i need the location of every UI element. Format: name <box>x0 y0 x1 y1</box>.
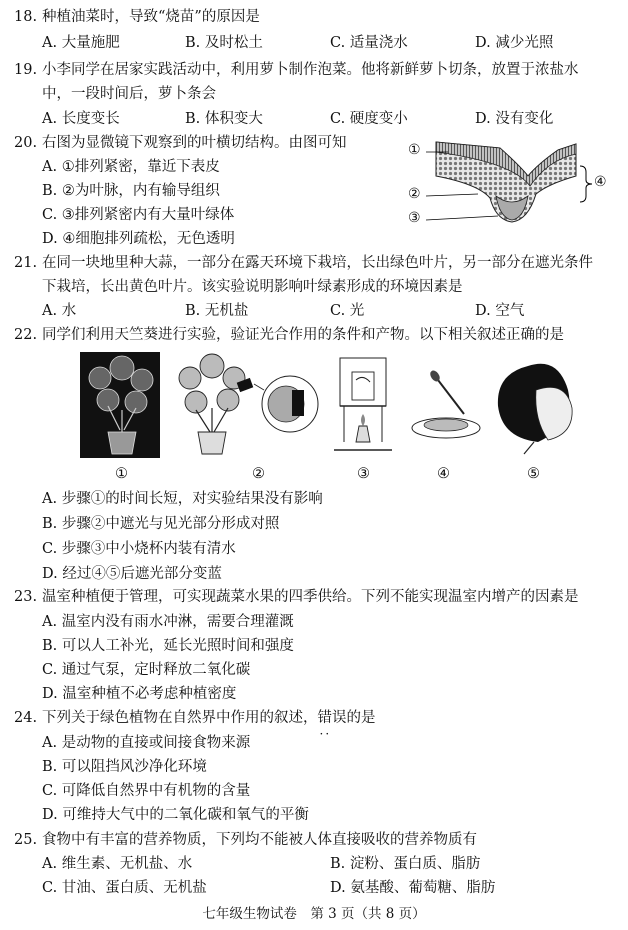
stem-text-pre: 下列关于绿色植物在自然界中作用的叙述， <box>42 710 318 726</box>
option-a: A. ①排列紧密，靠近下表皮 <box>42 159 220 175</box>
question-stem <box>42 708 376 728</box>
experiment-steps-figure <box>78 350 578 462</box>
figure-label-3: ③ <box>408 210 421 226</box>
question-stem: 右图为显微镜下观察到的叶横切结构。由图可知 <box>42 135 347 151</box>
leaf-cross-section-figure <box>408 136 618 236</box>
option-b: B. 无机盐 <box>185 303 249 319</box>
question-number: 18. <box>14 9 38 25</box>
step-3-water-bath <box>334 358 392 450</box>
option-c: C. 可降低自然界中有机物的含量 <box>42 783 251 799</box>
option-a: A. 步骤①的时间长短，对实验结果没有影响 <box>42 491 323 507</box>
step-4-iodine-drop <box>412 369 480 438</box>
step-5-stained-leaf <box>498 364 572 454</box>
question-number: 25. <box>14 832 38 848</box>
option-a: A. 是动物的直接或间接食物来源 <box>42 735 251 751</box>
figure-label-4: ④ <box>594 174 607 190</box>
option-a: A. 维生素、无机盐、水 <box>42 856 193 872</box>
step-1-dark-plant <box>80 352 160 458</box>
question-stem-line-1: 小李同学在居家实践活动中，利用萝卜制作泡菜。他将新鲜萝卜切条，放置于浓盐水 <box>42 62 579 78</box>
stem-text-post: 的是 <box>346 710 376 726</box>
experiment-steps-drawing <box>78 350 578 462</box>
step-label-2: ② <box>252 466 265 482</box>
option-b: B. ②为叶脉，内有输导组织 <box>42 183 220 199</box>
question-stem-line-2: 中，一段时间后，萝卜条会 <box>42 86 216 102</box>
option-d: D. 没有变化 <box>475 111 554 127</box>
option-c: C. 甘油、蛋白质、无机盐 <box>42 880 207 896</box>
option-a: A. 温室内没有雨水冲淋，需要合理灌溉 <box>42 614 294 630</box>
option-b: B. 淀粉、蛋白质、脂肪 <box>330 856 481 872</box>
figure-label-1: ① <box>408 142 421 158</box>
option-d: D. 温室种植不必考虑种植密度 <box>42 686 237 702</box>
option-c: C. 光 <box>330 303 365 319</box>
option-b: B. 可以人工补光，延长光照时间和强度 <box>42 638 294 654</box>
option-b: B. 可以阻挡风沙净化环境 <box>42 759 207 775</box>
question-number: 24. <box>14 710 38 726</box>
question-stem: 种植油菜时，导致“烧苗”的原因是 <box>42 9 260 25</box>
option-d: D. 可维持大气中的二氧化碳和氧气的平衡 <box>42 807 309 823</box>
question-stem-line-1: 在同一块地里种大蒜，一部分在露天环境下栽培，长出绿色叶片，另一部分在遮光条件 <box>42 255 593 271</box>
option-d: D. ④细胞排列疏松，无色透明 <box>42 231 235 247</box>
question-number: 21. <box>14 255 38 271</box>
question-stem: 温室种植便于管理，可实现蔬菜水果的四季供给。下列不能实现温室内增产的因素是 <box>42 589 579 605</box>
step-2-partial-shading <box>179 354 318 454</box>
page-footer: 七年级生物试卷 第 3 页（共 8 页） <box>202 906 426 922</box>
option-b: B. 步骤②中遮光与见光部分形成对照 <box>42 516 280 532</box>
question-stem-line-2: 下栽培，长出黄色叶片。该实验说明影响叶绿素形成的环境因素是 <box>42 279 463 295</box>
emphasized-word: 错误 ·· <box>318 710 347 726</box>
option-c: C. 适量浇水 <box>330 35 408 51</box>
question-number: 23. <box>14 589 38 605</box>
question-number: 20. <box>14 135 38 151</box>
option-a: A. 水 <box>42 303 77 319</box>
figure-label-2: ② <box>408 186 421 202</box>
question-number: 22. <box>14 327 38 343</box>
step-label-4: ④ <box>437 466 450 482</box>
option-b: B. 及时松土 <box>185 35 263 51</box>
option-d: D. 经过④⑤后遮光部分变蓝 <box>42 566 222 582</box>
step-label-1: ① <box>115 466 128 482</box>
step-label-5: ⑤ <box>527 466 540 482</box>
option-a: A. 长度变长 <box>42 111 120 127</box>
question-number: 19. <box>14 62 38 78</box>
option-c: C. 通过气泵，定时释放二氧化碳 <box>42 662 251 678</box>
option-c: C. 步骤③中小烧杯内装有清水 <box>42 541 236 557</box>
option-c: C. 硬度变小 <box>330 111 408 127</box>
option-d: D. 氨基酸、葡萄糖、脂肪 <box>330 880 496 896</box>
question-stem: 食物中有丰富的营养物质，下列均不能被人体直接吸收的营养物质有 <box>42 832 477 848</box>
leaf-cross-section-drawing <box>408 136 618 236</box>
option-b: B. 体积变大 <box>185 111 263 127</box>
option-d: D. 减少光照 <box>475 35 554 51</box>
step-label-3: ③ <box>357 466 370 482</box>
option-c: C. ③排列紧密内有大量叶绿体 <box>42 207 235 223</box>
option-a: A. 大量施肥 <box>42 35 120 51</box>
option-d: D. 空气 <box>475 303 525 319</box>
question-stem: 同学们利用天竺葵进行实验，验证光合作用的条件和产物。以下相关叙述正确的是 <box>42 327 564 343</box>
